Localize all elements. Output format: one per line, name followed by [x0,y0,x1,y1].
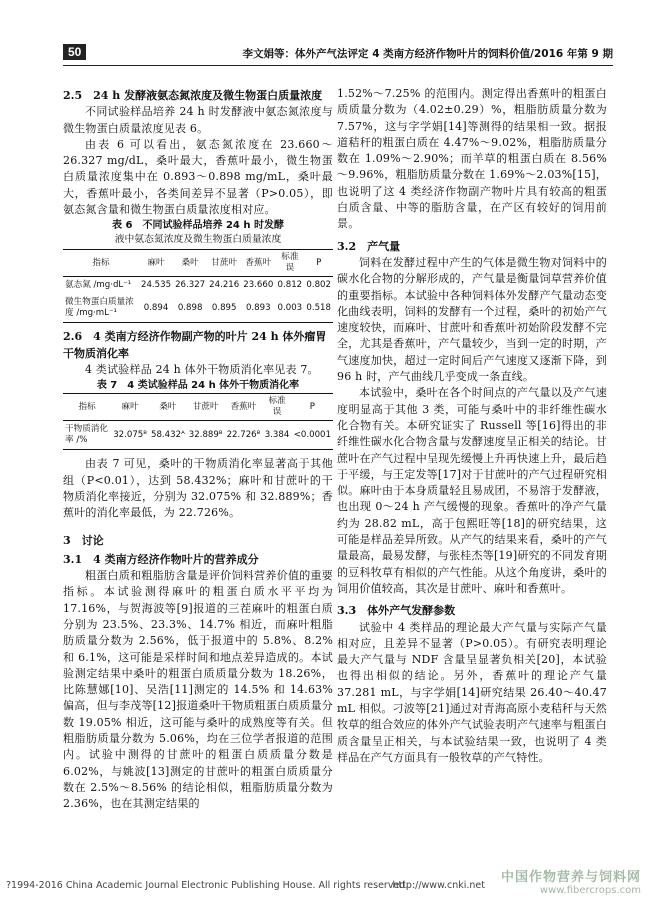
row-label: 氨态氮 /mg·dL⁻¹ [65,280,132,291]
paragraph: 1.52%～7.25% 的范围内。测定得出香蕉叶的粗蛋白质质量分数为（4.02±0.29）%，粗脂肪质量分数为 7.57%，这与字学娟[14]等测得的结果相一致。据报道秸秆的粗蛋白质在 4.47%～9.02%，粗脂肪质量分数在 1.09%～2.90%；而羊草的粗蛋白质在 8.56%～9.96%，粗脂肪质量分数在 1.69%～2.03%[15]，也说明了这 4 类经济作物副产物叶片具有较高的粗蛋白质含量、中等的脂肪含量，在产区有较好的饲用前景。 [337,87,607,231]
table-row [63,277,333,295]
paragraph: 4 类试验样品 24 h 体外干物质消化率见表 7。 [85,362,319,376]
col-header: 香蕉叶 [225,394,263,421]
cell: 0.895 [207,294,241,323]
col-header: 桑叶 [173,250,207,277]
section-3-heading: 3 讨论 [63,534,104,548]
section-2-6-heading: 2.6 4 类南方经济作物副产物的叶片 24 h 体外瘤胃干物质消化率 [63,330,327,360]
cell: <0.0001 [292,421,333,450]
paragraph: 不同试验样品培养 24 h 时发酵液中氨态氮浓度与微生物蛋白质量浓度见表 6。 [63,105,333,135]
cell: 0.898 [173,294,207,323]
cell: 22.726ᴮ [225,421,263,450]
paragraph: 试验中 4 类样品的理论最大产气量与实际产气量相对应，且差异不显著（P>0.05）。有研究表明理论最大产气量与 NDF 含量呈显著负相关[20]，本试验也得出相似的结论。另外，香蕉叶的理论产气量 37.281 mL，与字学娟[14]研究结果 26.40～40.47 mL 相似。刁波等[21]通过对青海高原小麦秸秆与天然牧草的组合效应的体外产气试验表明产气速率与粗蛋白质含量呈正相关，与本试验结果一致，也说明了 4 类样品在产气方面具有一般牧草的产气特性。 [337,620,607,764]
row-label: 微生物蛋白质量浓度 /mg·mL⁻¹ [63,294,139,323]
cell: 24.535 [141,280,172,291]
cell: 0.802 [306,280,331,291]
table-6 [63,249,333,323]
cell: 0.003 [275,294,304,323]
col-header: 甘蔗叶 [207,250,241,277]
cell: 32.889ᴮ [187,421,225,450]
table-6-caption-line2: 液中氨态氮浓度及微生物蛋白质量浓度 [114,234,282,246]
col-header: P [292,394,333,421]
footer-url[interactable]: http://www.cnki.net [392,880,485,891]
cell: 24.216 [209,280,240,291]
col-header: 甘蔗叶 [187,394,225,421]
col-header: 麻叶 [111,394,149,421]
col-header: 标准误 [275,250,304,277]
row-label: 干物质消化率 /% [63,421,111,450]
cell: 32.075ᴮ [111,421,149,450]
col-header: 指标 [63,394,111,421]
col-header: 标准误 [262,394,291,421]
section-3-2-heading: 3.2 产气量 [337,239,401,253]
running-title: 李文娟等：体外产气法评定 4 类南方经济作物叶片的饲料价值/2016 年第 9 期 [242,48,613,60]
left-column [63,86,333,813]
paragraph: 由表 6 可以看出，氨态氮浓度在 23.660～26.327 mg/dL，桑叶最大，香蕉叶最小，微生物蛋白质量浓度集中在 0.893～0.898 mg/mL，桑叶最大，香蕉叶最小，各类间差异不显著（P>0.05），即氨态氮含量和微生物蛋白质量浓度相对应。 [63,137,333,217]
cell: 23.660 [243,280,274,291]
cell: 0.518 [304,294,333,323]
table-row [63,294,333,323]
cell: 58.432ᴬ [149,421,187,450]
table-7 [63,393,333,450]
cell: 0.893 [241,294,275,323]
page-number: 50 [63,44,86,60]
cell: 26.327 [175,280,206,291]
col-header: 麻叶 [139,250,173,277]
cell: 0.812 [277,280,303,291]
section-2-5-heading: 2.5 24 h 发酵液氨态氮浓度及微生物蛋白质量浓度 [63,89,323,102]
paragraph: 由表 7 可见，桑叶的干物质消化率显著高于其他组（P<0.01），达到 58.432%；麻叶和甘蔗叶的干物质消化率接近，分别为 32.075% 和 32.889%；香蕉叶的消化率最低，为 22.726%。 [63,457,333,520]
col-header: 桑叶 [149,394,187,421]
watermark-text: 中国作物营养与饲料网 [500,870,641,885]
cell: 3.384 [262,421,291,450]
col-header: 指标 [63,250,139,277]
copyright-text: ?1994-2016 China Academic Journal Electronic Publishing House. All rights reserved. [6,880,409,891]
table-header-row [63,250,333,277]
paragraph: 本试验中，桑叶在各个时间点的产气量以及产气速度明显高于其他 3 类，可能与桑叶中的非纤维性碳水化合物有关。本研究证实了 Russell 等[16]得出的非纤维性碳水化合物含量与发酵速度呈正相关的结论。甘蔗叶在产气过程中呈现先缓慢上升再快速上升，最后趋于平缓，与王定发等[17]对于甘蔗叶的产气过程研究相似。麻叶由于本身质量轻且易成团，不易溶于发酵液，也出现 0～24 h 产气缓慢的现象。香蕉叶的净产气量约为 28.82 mL，高于包熙旺等[18]的研究结果，这可能是样品差异所致。从产气的结果来看，桑叶的产气量最高，最易发酵，与张桂杰等[19]研究的不同发育期的豆科牧草有相似的产气性能。从这个角度讲，桑叶的饲用价值较高，其次是甘蔗叶、麻叶和香蕉叶。 [337,386,607,595]
section-3-1-heading: 3.1 4 类南方经济作物叶片的营养成分 [63,552,259,566]
paragraph: 粗蛋白质和粗脂肪含量是评价饲料营养价值的重要指标。本试验测得麻叶的粗蛋白质水平平均为 17.16%，与贺海波等[9]报道的三茬麻叶的粗蛋白质分别为 23.5%、23.3%、14.7% 相近，而麻叶粗脂肪质量分数为 2.56%，低于报道中的 5.8%、8.2% 和 6.1%，这可能是采样时间和地点差异造成的。本试验测定结果中桑叶的粗蛋白质质量分数为 18.26%，比陈慧娜[10]、吴浩[11]测定的 14.5% 和 14.63% 偏高，但与李茂等[12]报道桑叶干物质粗蛋白质质量分数 19.05% 相近，这可能与桑叶的成熟度等有关。但粗脂肪质量分数为 5.06%，均在三位学者报道的范围内。试验中测得的甘蔗叶的粗蛋白质质量分数是 6.02%，与姚波[13]测定的甘蔗叶的粗蛋白质质量分数在 2.5%～8.56% 的结论相似，粗脂肪质量分数为 2.36%，也在其测定结果的 [63,569,333,811]
col-header: 香蕉叶 [241,250,275,277]
paragraph: 饲料在发酵过程中产生的气体是微生物对饲料中的碳水化合物的分解形成的，产气量是衡量饲草营养价值的重要指标。本试验中各种饲料体外发酵产气量动态变化曲线表明，饲料的发酵有一个过程，桑叶的初始产气速度较快，而麻叶、甘蔗叶和香蕉叶初始阶段发酵不完全，尤其是香蕉叶，产气量较少，当到一定的时期，产气速度加快，超过一定时间后产气速度又逐渐下降，到 96 h 时，产气曲线几乎变成一条直线。 [337,255,607,384]
watermark-url: www.fibercrops.com [539,885,641,896]
table-row [63,421,333,450]
table-6-caption: 表 6 不同试验样品培养 24 h 时发酵 [112,220,284,232]
table-7-caption: 表 7 4 类试验样品 24 h 体外干物质消化率 [96,380,300,392]
watermark-logo [491,866,641,896]
cell: 0.894 [139,294,173,323]
section-3-3-heading: 3.3 体外产气发酵参数 [337,604,456,618]
right-column [337,86,607,766]
col-header: P [304,250,333,277]
page-header [63,40,613,66]
table-header-row [63,394,333,421]
